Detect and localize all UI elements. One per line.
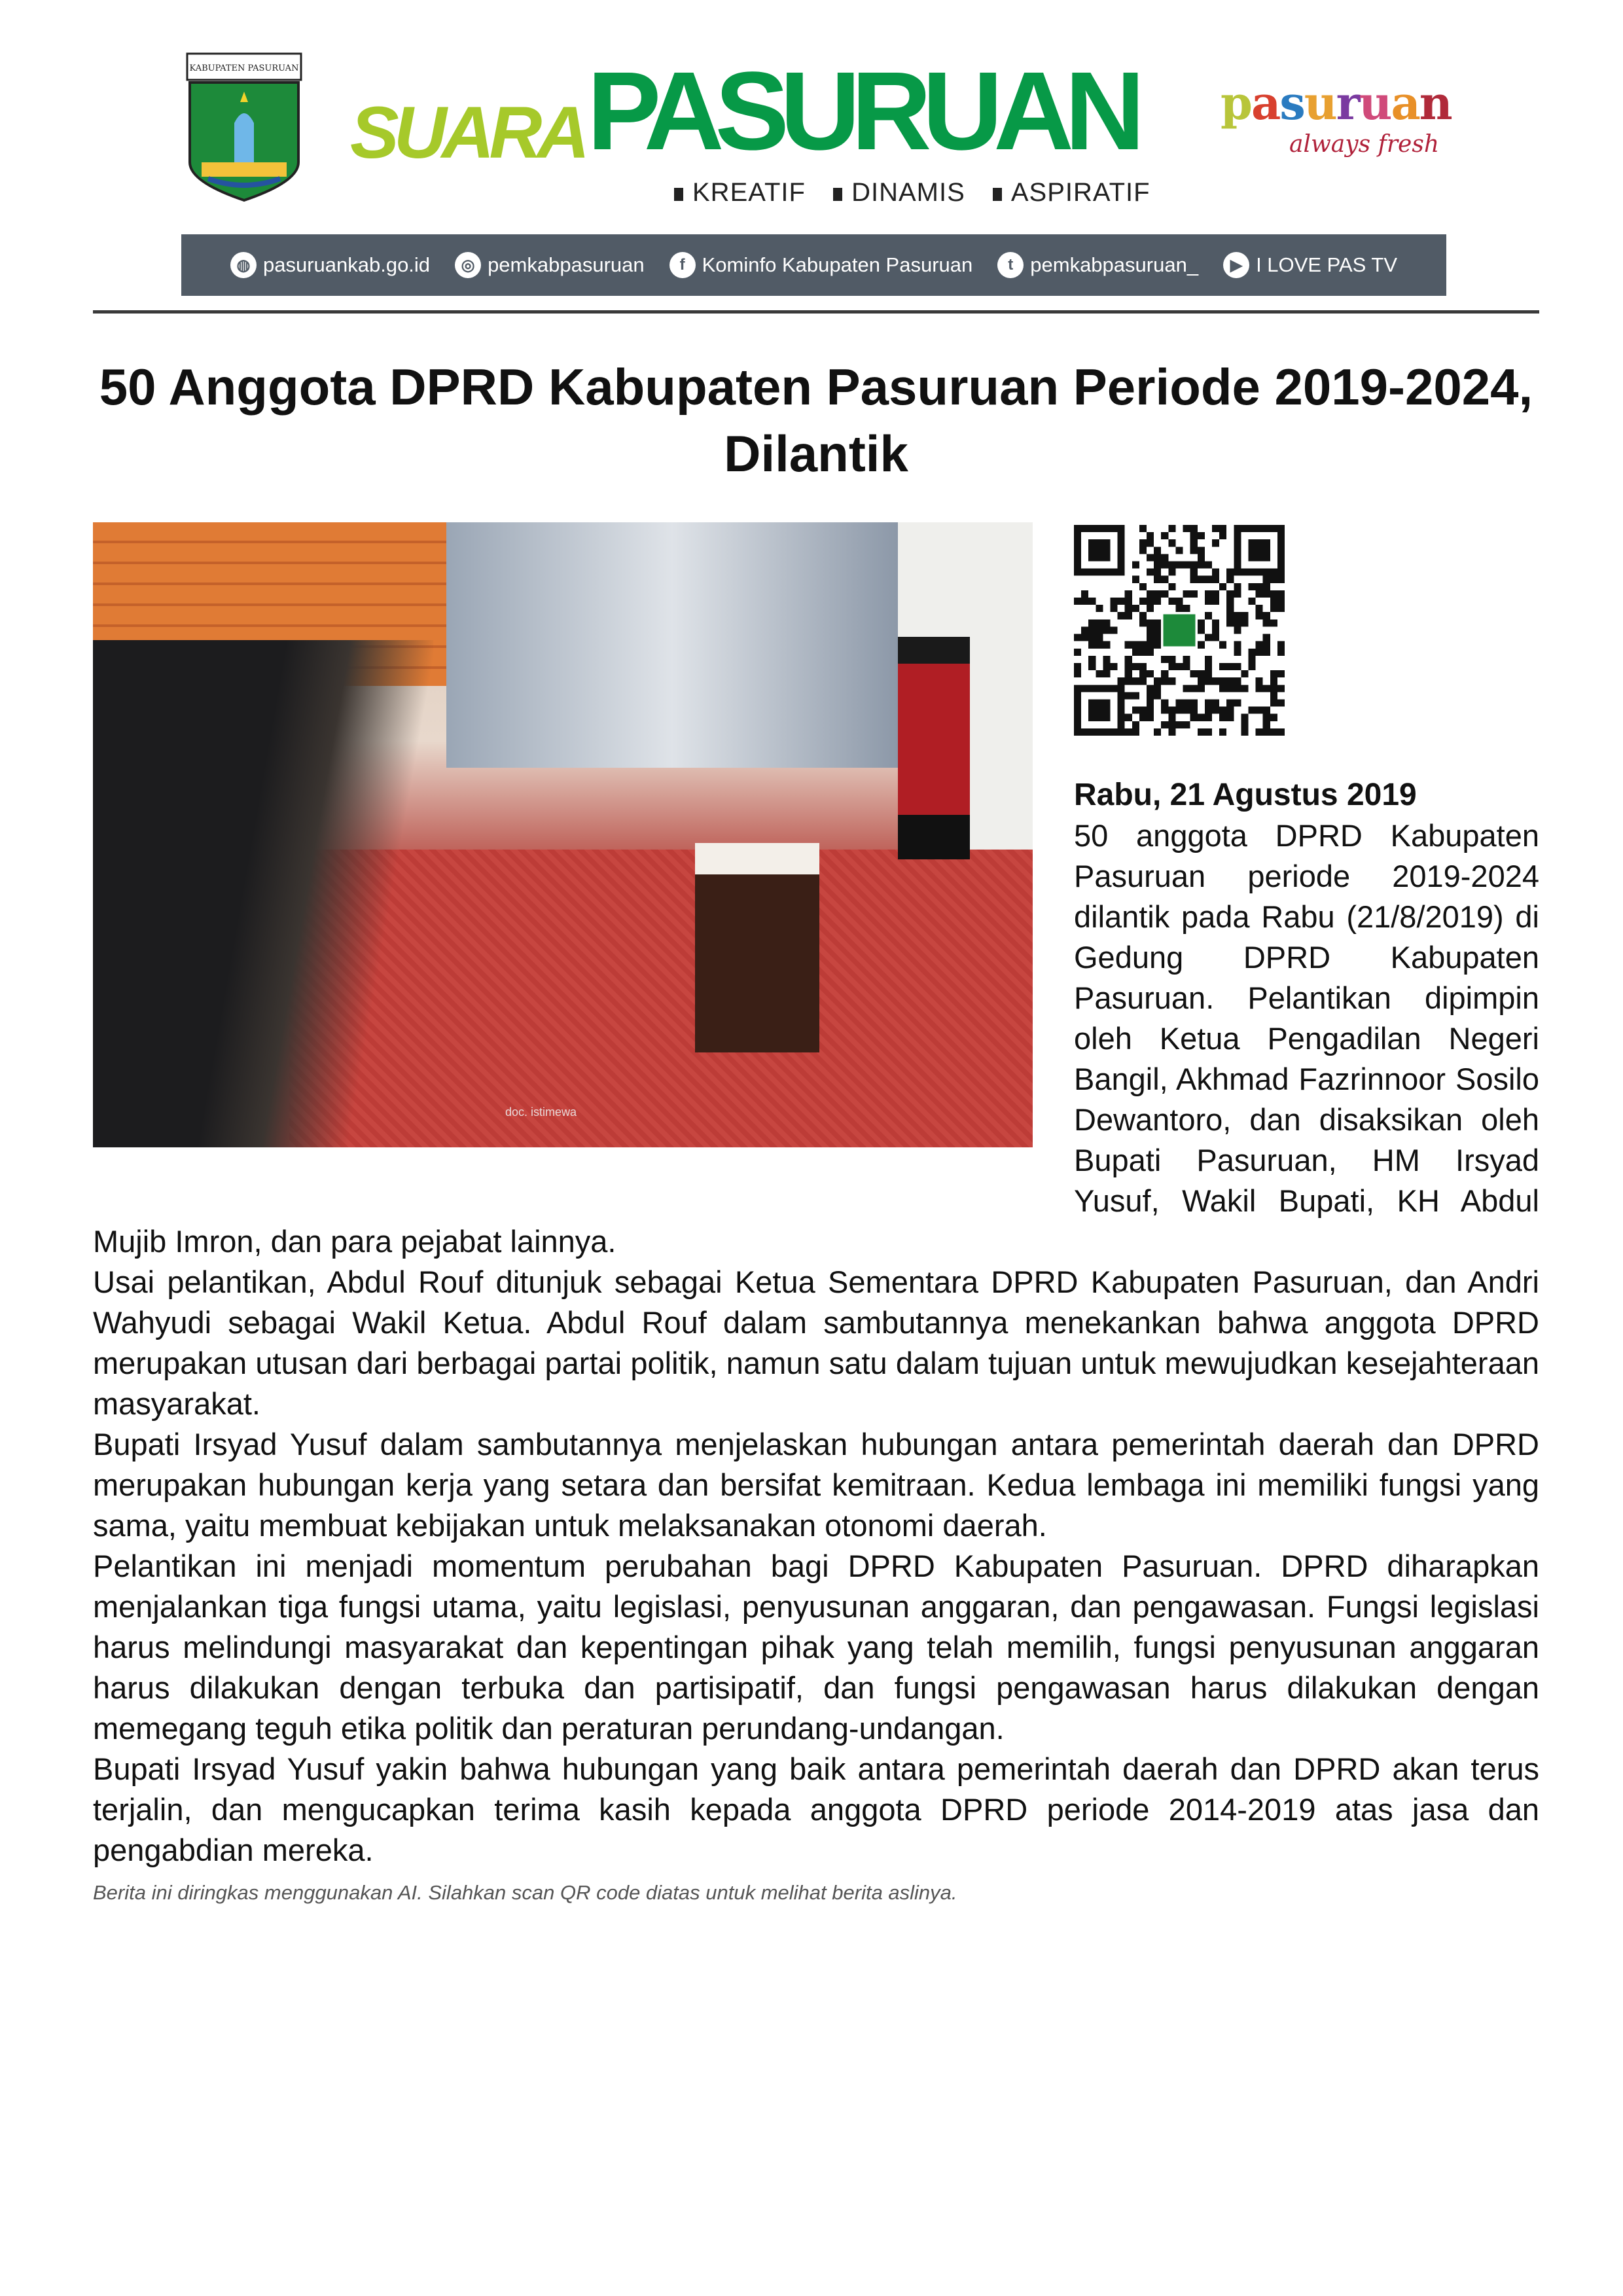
photo-caption: doc. istimewa: [505, 1105, 577, 1119]
social-website[interactable]: ◍ pasuruankab.go.id: [230, 252, 430, 278]
paragraph: Pelantikan ini menjadi momentum perubahan bagi DPRD Kabupaten Pasuruan. DPRD diharapkan menjalankan tiga fungsi utama, yaitu legislasi, penyusunan anggaran, dan pengawasan. Fungsi legislasi harus melindungi masyarakat dan kepentingan pihak yang telah memilih, fungsi penyusunan anggaran harus dilakukan dengan terbuka dan partisipatif, dan fungsi pengawasan harus dilakukan dengan memegang teguh etika politik dan peraturan perundang-undangan.: [93, 1549, 1539, 1746]
instagram-icon: ◎: [455, 252, 481, 278]
article-body: [93, 522, 1539, 1906]
svg-text:KABUPATEN PASURUAN: KABUPATEN PASURUAN: [189, 63, 299, 73]
brand-suara: SUARA: [350, 92, 585, 173]
suara-pasuruan-logo: [350, 49, 1168, 213]
kabupaten-crest-logo: [182, 51, 306, 203]
social-twitter[interactable]: t pemkabpasuruan_: [997, 252, 1198, 278]
paragraph: Bupati Irsyad Yusuf yakin bahwa hubungan yang baik antara pemerintah daerah dan DPRD akan terus terjalin, dan mengucapkan terima kasih kepada anggota DPRD periode 2014-2019 atas jasa dan pengabdian mereka.: [93, 1751, 1539, 1867]
tourism-wordmark: pasuruan: [1221, 76, 1452, 130]
brand-pasuruan: PASURUAN: [587, 49, 1136, 173]
paragraph: 50 anggota DPRD Kabupaten Pasuruan periode 2019-2024 dilantik pada Rabu (21/8/2019) di Gedung DPRD Kabupaten Pasuruan. Pelantikan dipimpin oleh Ketua Pengadilan Negeri Bangil, Akhmad Fazrinnoor Sosilo Dewantoro, dan disaksikan oleh Bupati Pasuruan, HM Irsyad Yusuf, Wakil Bupati, KH Abdul Mujib Imron, dan para pejabat lainnya.: [93, 818, 1539, 1259]
pasuruan-tourism-logo: [1221, 76, 1463, 177]
tagline: KREATIF DINAMIS ASPIRATIF: [674, 177, 1170, 207]
ai-summary-note: Berita ini diringkas menggunakan AI. Silahkan scan QR code diatas untuk melihat berita aslinya.: [93, 1881, 957, 1904]
social-instagram[interactable]: ◎ pemkabpasuruan: [455, 252, 645, 278]
social-facebook[interactable]: f Kominfo Kabupaten Pasuruan: [669, 252, 973, 278]
twitter-icon: t: [997, 252, 1024, 278]
paragraph: Bupati Irsyad Yusuf dalam sambutannya menjelaskan hubungan antara pemerintah daerah dan DPRD merupakan hubungan kerja yang setara dan bersifat kemitraan. Kedua lembaga ini memiliki fungsi yang sama, yaitu membuat kebijakan untuk melaksanakan otonomi daerah.: [93, 1427, 1539, 1543]
globe-icon: ◍: [230, 252, 257, 278]
social-bar: [181, 234, 1446, 296]
youtube-icon: ▶: [1223, 252, 1249, 278]
social-youtube[interactable]: ▶ I LOVE PAS TV: [1223, 252, 1397, 278]
tourism-slogan: always fresh: [1289, 131, 1440, 158]
facebook-icon: f: [669, 252, 696, 278]
article-date: Rabu, 21 Agustus 2019: [1074, 778, 1417, 812]
header-divider: [93, 310, 1539, 314]
article-title: 50 Anggota DPRD Kabupaten Pasuruan Periode 2019-2024, Dilantik: [99, 358, 1533, 482]
qr-code[interactable]: [1074, 525, 1285, 736]
article-photo: [93, 522, 1033, 1147]
paragraph: Usai pelantikan, Abdul Rouf ditunjuk sebagai Ketua Sementara DPRD Kabupaten Pasuruan, dan Andri Wahyudi sebagai Wakil Ketua. Abdul Rouf dalam sambutannya menekankan bahwa anggota DPRD merupakan utusan dari berbagai partai politik, namun satu dalam tujuan untuk mewujudkan kesejahteraan masyarakat.: [93, 1265, 1539, 1421]
